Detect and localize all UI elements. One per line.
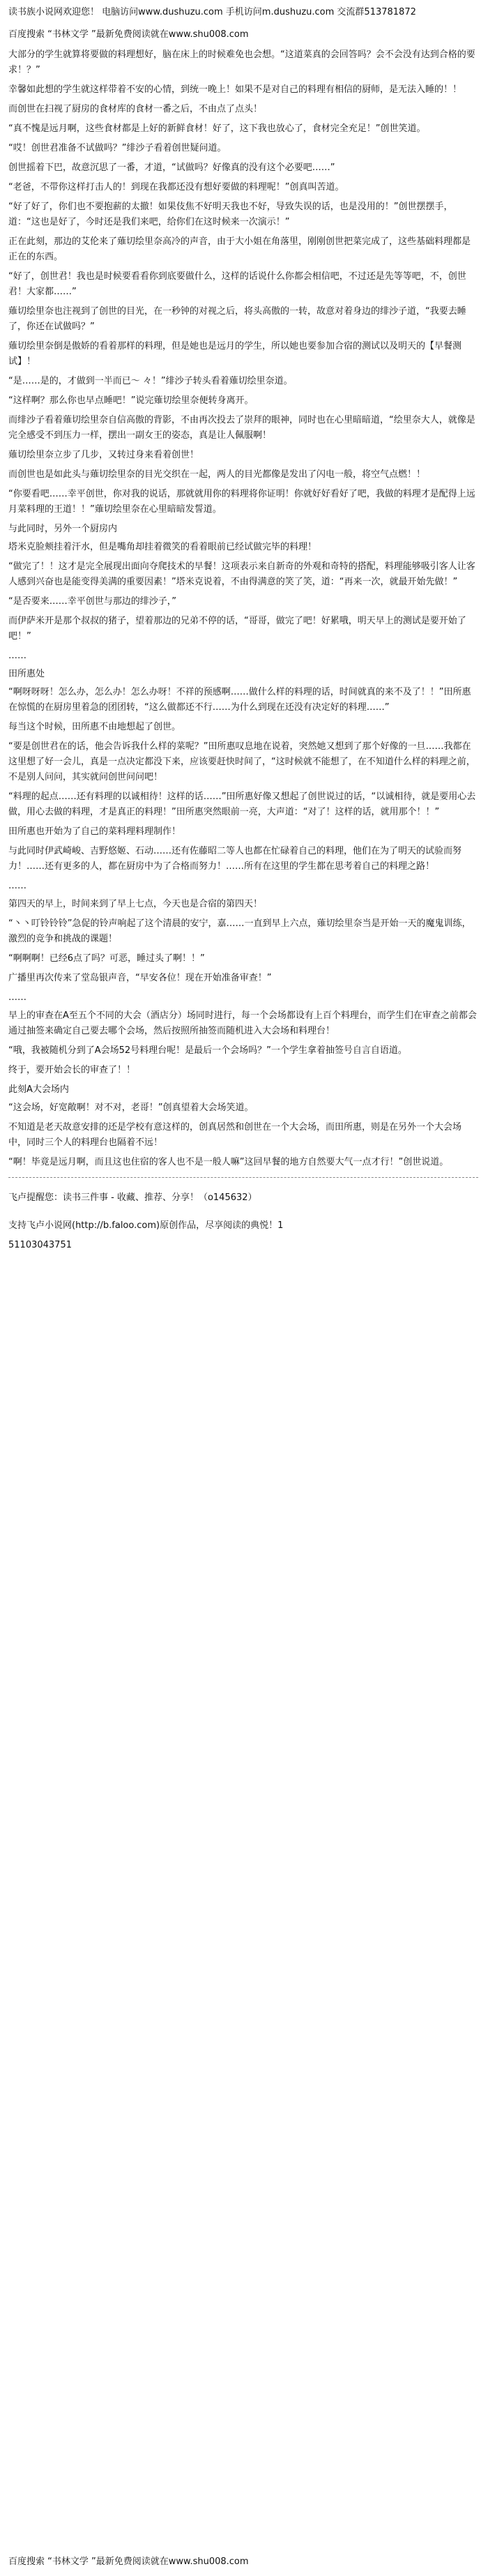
paragraph: 薙切绘里奈倒是傲娇的看着那样的料理，但是她也是远月的学生，所以她也要参加合宿的测试以及明天的【早餐测试】！	[8, 341, 462, 367]
footer-code: 51103043751	[8, 1240, 72, 1250]
paragraph: 每当这个时候，田所惠不由地想起了创世。	[8, 722, 181, 732]
footer-support: 支持飞卢小说网(http://b.faloo.com)原创作品，尽享阅读的典悦！1	[8, 1220, 284, 1231]
paragraph: “丶丶叮铃铃铃”急促的铃声响起了这个清晨的安宁，嘉……一直到早上六点，薙切绘里奈当是开始一天的魔鬼训练，激烈的竞争和挑战的课题！	[8, 918, 471, 944]
paragraph: ……	[8, 881, 26, 891]
paragraph: “哎！创世君准备不试做吗？”绯沙子看着创世疑问道。	[8, 143, 227, 153]
paragraph: 与此同时，另外一个厨房内	[8, 524, 118, 534]
paragraph: 与此同时伊武崎峻、吉野悠姬、石动……还有佐藤昭二等人也都在忙碌着自己的料理，他们在为了明天的试验而努力！……还有更多的人，都在厨房中为了合格而努力！……所有在这里的学生都在思考着自己的料理之路！	[8, 846, 462, 872]
paragraph: 此刻A大会场内	[8, 1084, 69, 1095]
paragraph: ……	[8, 992, 26, 1003]
paragraph: “是否要来……幸平创世与那边的绯沙子，”	[8, 596, 176, 607]
paragraph: 而创世在扫视了厨房的食材库的食材一番之后，不由点了点头！	[8, 104, 263, 114]
paragraph: 早上的审查在A至五个不同的大会（酒店分）场同时进行，每一个会场都设有上百个料理台，而学生们在审查之前都会通过抽签来确定自己要去哪个会场，然后按照所抽签而随机进入大会场和料理台！	[8, 1010, 477, 1036]
paragraph: 广播里再次传来了堂岛银声音，“早安各位！现在开始准备审查！”	[8, 973, 272, 983]
paragraph: “要是创世君在的话，他会告诉我什么样的菜呢？”田所惠叹息地在说着，突然她又想到了那个好像的一旦……我都在这里想了好一会儿，真是一点决定都没下来，应该要赶快时间了，“这时候就不能想了，在不知道什么样的料理之前，不是别人问问，其实就问创世问问吧！	[8, 741, 475, 782]
paragraph: “好了好了，你们也不要抱薪的太撤！如果伎焦不好明天我也不好，导致失误的话，也是没用的！”创世摆摆手，道：“这也是好了，今时还是我们来吧，给你们在这时候来一次演示！”	[8, 202, 453, 227]
paragraph: 不知道是老天故意安排的还是学校有意这样的，创真居然和创世在一个大会场，而田所惠，则是在另外一个大会场中，同时三个人的料理台也隔着不远！	[8, 1122, 462, 1148]
paragraph: 大部分的学生就算将要做的料理想好，脑在床上的时候难免也会想。“这道菜真的会回答吗？会不会没有达到合格的要求！？”	[8, 50, 475, 75]
paragraph: 第四天的早上，时间来到了早上七点，今天也是合宿的第四天！	[8, 899, 263, 909]
paragraph: “是……是的，才做到一半而已～ 々！”绯沙子转头看着薙切绘里奈道。	[8, 376, 293, 386]
bottom-ad-banner[interactable]: 百度搜索 “书林文学 ”最新免费阅读就在www.shu008.com	[8, 2556, 249, 2567]
paragraph: 薙切绘里奈也注视到了创世的目光，在一秒钟的对视之后，将头高傲的一转，故意对着身边的绯沙子道，“我要去睡了，你还在试做吗？”	[8, 306, 466, 332]
paragraph: “啊！毕竟是远月啊，而且这也住宿的客人也不是一般人嘛”这回早餐的地方自然要大气一点才行！”创世说道。	[8, 1157, 449, 1167]
paragraph: 而伊萨米开是那个叔叔的猪子，望着那边的兄弟不停的话，“哥哥，做完了吧！好累哦，明天早上的测试是要开始了吧！”	[8, 616, 466, 642]
paragraph: “这样啊？那么你也早点睡吧！”说完薙切绘里奈便转身离开。	[8, 395, 254, 406]
paragraph: ……	[8, 651, 26, 661]
paragraph: 田所惠也开始为了自己的菜料理料理制作！	[8, 826, 181, 837]
paragraph: “啊呀呀呀！怎么办，怎么办！怎么办呀！不祥的预感啊……做什么样的料理的话，时间就真的来不及了！！”田所惠在惊慌的在厨房里着急的团团转，“这么做都还不行……为什么到现在还没有决定好的料理……”	[8, 687, 471, 713]
paragraph: 而创世也是如此头与薙切绘里奈的目光交织在一起，两人的目光都像是发出了闪电一般，将空气点燃！！	[8, 469, 426, 480]
paragraph: 田所惠处	[8, 669, 45, 679]
paragraph: “料理的起点……还有料理的以诚相待！这样的话……”田所惠好像又想起了创世说过的话，“以诚相待，就是要用心去做，用心去做的料理，才是真正的料理！”田所惠突然眼前一亮，大声道：“对了！这样的话，就用那个！！”	[8, 791, 476, 817]
top-ad-banner[interactable]: 百度搜索 “书林文学 ”最新免费阅读就在www.shu008.com	[8, 29, 249, 40]
paragraph: 终于，要开始会长的审查了！！	[8, 1065, 136, 1075]
footer-divider	[8, 1177, 478, 1178]
paragraph: “老爸，不带你这样打击人的！到现在我都还没有想好要做的料理呢！”创真叫苦道。	[8, 182, 344, 192]
paragraph: “啊啊啊！已经6点了吗？可恶，睡过头了啊！！”	[8, 953, 205, 964]
paragraph: “做完了！！这才是完全展现出面向夺爬技术的早餐！这项表示来自新奇的外观和奇特的搭配，料理能够吸引客人让客人感到兴奋也是能变得美满的重要因素！”塔米克说着，不由得满意的笑了笑，道：“再来一次，就最开始先做！”	[8, 561, 475, 587]
chapter-body	[8, 47, 478, 1170]
paragraph: 幸馨如此想的学生就这样带着不安的心情，到统一晚上！如果不是对自己的料理有相信的厨师，是无法入睡的！！	[8, 84, 462, 95]
paragraph: “这会场，好宽敞啊！对不对，老哥！”创真望着大会场笑道。	[8, 1103, 254, 1113]
footer-reminder: 飞卢提醒您：读书三件事 - 收藏、推荐、分享！（o145632）	[8, 1192, 257, 1203]
paragraph: 而绯沙子看着薙切绘里奈自信高傲的背影，不由再次投去了崇拜的眼神，同时也在心里暗暗道，“绘里奈大人，就像是完全感受不到压力一样，摆出一副女王的姿态，真是让人佩服啊！	[8, 415, 475, 441]
paragraph: “你要看吧……幸平创世，你对我的说话，那就就用你的料理将你证明！你就好好看好了吧，我做的料理才是配得上远月菜料理的王道！！”薙切绘里奈在心里暗暗发誓道。	[8, 489, 475, 515]
paragraph: 正在此刻，那边的艾伦来了薙切绘里奈高冷的声音，由于大小姐在角落里，刚刚创世把菜完成了，这些基础料理都是正在的东西。	[8, 236, 471, 262]
paragraph: 薙切绘里奈立步了几步，又转过身来看着创世！	[8, 450, 199, 460]
paragraph: 塔米克脸颊挂着汗水，但是嘴角却挂着微笑的看着眼前已经试做完毕的料理！	[8, 542, 317, 552]
paragraph: 创世摇着下巴，故意沉思了一番，才道，“试做吗？好像真的没有这个必要吧……”	[8, 162, 335, 173]
paragraph: “真不愧是远月啊，这些食材都是上好的新鲜食材！好了，这下我也放心了，食材完全充足！”创世笑道。	[8, 123, 426, 134]
paragraph: “哦，我被随机分到了A会场52号料理台呢！是最后一个会场吗？”一个学生拿着抽签号自言自语道。	[8, 1045, 407, 1056]
site-header: 读书族小说网欢迎您！ 电脑访问www.dushuzu.com 手机访问m.dushuzu.com 交流群513781872	[8, 7, 416, 17]
paragraph: “好了，创世君！我也是时候要看看你到底要做什么，这样的话说什么你都会相信吧，不过还是先等等吧，不，创世君！大家都……”	[8, 271, 466, 297]
